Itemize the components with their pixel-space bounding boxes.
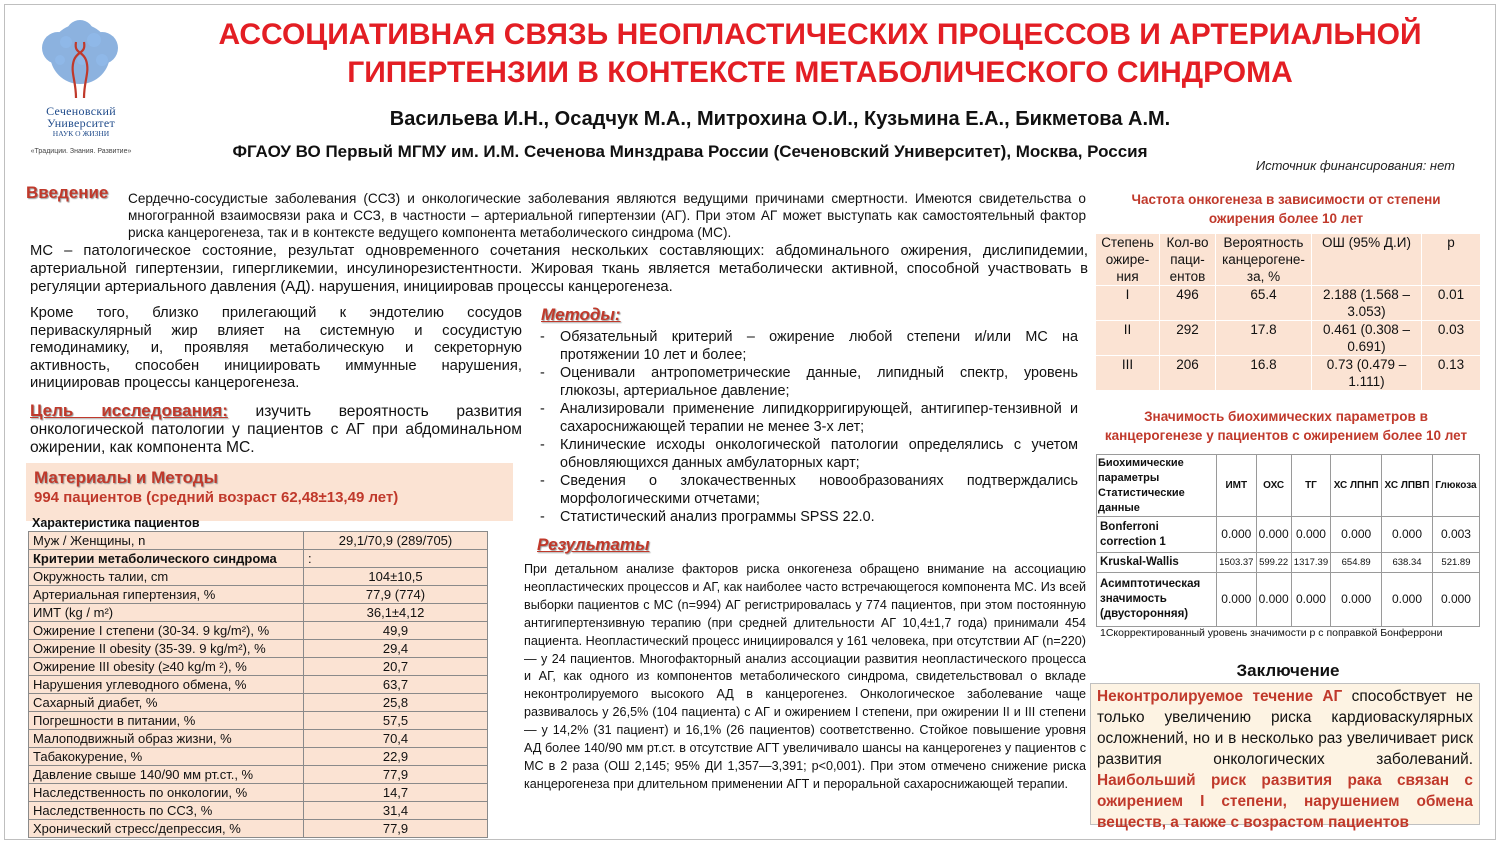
column-header: ХС ЛПВП [1382, 455, 1433, 517]
row-label: Наследственность по онкологии, % [29, 784, 304, 802]
row-value: 104±10,5 [304, 568, 488, 586]
aim-heading: Цель исследования: [30, 401, 228, 420]
row-label: Bonferroni correction 1 [1097, 517, 1217, 553]
table-header-row [1096, 234, 1481, 286]
column-header: p [1422, 234, 1481, 286]
logo-name-line1: Сеченовский [46, 104, 116, 118]
row-label: Хронический стресс/депрессия, % [29, 820, 304, 838]
table-cell: 0.03 [1422, 321, 1481, 356]
table-cell: 17.8 [1216, 321, 1312, 356]
university-logo [22, 20, 140, 160]
column-header: ОХС [1256, 455, 1291, 517]
intro-heading: Введение [26, 183, 109, 202]
biochem-table [1096, 454, 1480, 627]
table-row [29, 820, 488, 838]
row-value: 31,4 [304, 802, 488, 820]
table-row [29, 712, 488, 730]
row-label: Асимптотическая значимость (двусторонняя) [1097, 573, 1217, 627]
affiliation: ФГАОУ ВО Первый МГМУ им. И.М. Сеченова Минздрава России (Сеченовский Университет), Москва, Россия [232, 142, 1148, 161]
table-row [1096, 286, 1481, 321]
table-row [29, 730, 488, 748]
row-value: 20,7 [304, 658, 488, 676]
table-cell: 654.89 [1331, 553, 1382, 573]
row-value: 25,8 [304, 694, 488, 712]
table-cell: 0.000 [1382, 573, 1433, 627]
table-cell: II [1096, 321, 1160, 356]
table-cell: 638.34 [1382, 553, 1433, 573]
table-row [1097, 517, 1480, 553]
row-label: Табакокурение, % [29, 748, 304, 766]
methods-item: - Клинические исходы онкологической патологии определялись с учетом обновляющихся данных амбулаторных карт; [538, 436, 1078, 472]
table-cell: 521.89 [1432, 553, 1479, 573]
column-header: ТГ [1291, 455, 1331, 517]
row-label: Kruskal-Wallis [1097, 553, 1217, 573]
poster-title [200, 16, 1440, 92]
table-cell: 292 [1160, 321, 1216, 356]
row-label: ИМТ (kg / m²) [29, 604, 304, 622]
table-cell: 2.188 (1.568 – 3.053) [1312, 286, 1422, 321]
results-text: При детальном анализе факторов риска онкогенеза обращено внимание на ассоциацию неопластических процессов и АГ, как наиболее часто встречающегося компонента МС. Из всей выборки пациентов с МС (n=994) АГ регистрировалась у 774 пациентов, при этом постоянную антигипертензивную терапию (при средней длительности АГ 10,4±1,7 года) принимали 454 пациента. Неопластический процесс инициировался у 161 человека, при отсутствии АГ (n=220) — у 24 пациентов. Многофакторный анализ ассоциации развития неопластического процесса и АГ, как одного из компонентов метаболического синдрома, свидетельствовал о вкладе неконтролируемого высокого АД в канцерогенез. Онкологическое заболевание чаще развивалось у 26,5% (104 пациента) с АГ и ожирением I степени, при ожирении II и III степени — у 14,2% (31 пациент) и 16,1% (26 пациентов) соответственно. Стойкое повышение уровня АД более 140/90 мм рт.ст. в отсутствие АГТ увеличивало шансы на канцерогенез у пациентов с МС в 2 раза (ОШ 2,145; 95% ДИ 1,357—3,391; р<0,001). При этом отмечено снижение риска канцерогенеза при длительном применении АГТ и пероральной сахароснижающей терапии. [524, 562, 1086, 791]
table-cell: I [1096, 286, 1160, 321]
table-cell: III [1096, 356, 1160, 391]
table-cell: 0.000 [1291, 573, 1331, 627]
aim-text: изучить вероятность развития онкологической патологии у пациентов с АГ при абдоминальном ожирении, как компонента МС. [30, 403, 522, 456]
row-label: Муж / Женщины, n [29, 532, 304, 550]
obesity-table-title [1100, 190, 1472, 228]
row-value: 29,1/70,9 (289/705) [304, 532, 488, 550]
aim-block [30, 402, 522, 457]
table-row [29, 640, 488, 658]
obesity-table [1095, 233, 1481, 391]
table-cell: 0.461 (0.308 – 0.691) [1312, 321, 1422, 356]
row-value: 49,9 [304, 622, 488, 640]
column-header: Кол-во паци-ентов [1160, 234, 1216, 286]
table-cell: 599.22 [1256, 553, 1291, 573]
conclusion-highlight-1: Неконтролируемое течение АГ [1097, 688, 1343, 705]
table-row [1097, 573, 1480, 627]
results-heading: Результаты [537, 535, 650, 554]
patients-table-title: Характеристика пациентов [32, 516, 200, 530]
biochem-title-line-1: Значимость биохимических параметров в [1144, 409, 1428, 424]
table-cell: 0.000 [1256, 573, 1291, 627]
intro-paragraph-2: МС – патологическое состояние, результат одновременного сочетания нескольких составляющих: абдоминального ожирения, дислипидемии, артериальной гипертензии, гипергликемии, инсулинорезистентности. Жировая ткань является метаболически активной, способной участвовать в регуляции артериального давления (АД). нарушения, инициировав процессы канцерогенеза. [30, 243, 1088, 295]
table-cell: 0.01 [1422, 286, 1481, 321]
row-value: 63,7 [304, 676, 488, 694]
table-row [29, 550, 488, 568]
methods-list [538, 328, 1078, 526]
table-cell: 0.000 [1382, 517, 1433, 553]
materials-heading: Материалы и Методы [34, 468, 219, 487]
table-cell: 0.000 [1217, 573, 1257, 627]
materials-header-box [26, 463, 513, 521]
row-label: Нарушения углеводного обмена, % [29, 676, 304, 694]
table-row [1096, 356, 1481, 391]
row-value: 22,9 [304, 748, 488, 766]
table-cell: 16.8 [1216, 356, 1312, 391]
obesity-title-line-2: ожирения более 10 лет [1208, 211, 1364, 226]
table-cell: 65.4 [1216, 286, 1312, 321]
table-cell: 0.000 [1331, 517, 1382, 553]
table-row [29, 748, 488, 766]
row-label: Артериальная гипертензия, % [29, 586, 304, 604]
column-header: ХС ЛПНП [1331, 455, 1382, 517]
column-header: ИМТ [1217, 455, 1257, 517]
logo-name-line2: Университет [46, 116, 116, 130]
table-cell: 1503.37 [1217, 553, 1257, 573]
table-row [29, 802, 488, 820]
table-cell: 0.000 [1291, 517, 1331, 553]
table-row [29, 586, 488, 604]
obesity-title-line-1: Частота онкогенеза в зависимости от степени [1131, 192, 1441, 207]
row-value: : [304, 550, 488, 568]
row-value: 14,7 [304, 784, 488, 802]
methods-item: - Анализировали применение липидкорригирующей, антигипер-тензивной и сахароснижающей терапии не менее 3-х лет; [538, 400, 1078, 436]
materials-subheading: 994 пациентов (средний возраст 62,48±13,49 лет) [34, 489, 399, 506]
methods-heading: Методы: [541, 305, 621, 324]
row-value: 70,4 [304, 730, 488, 748]
column-header: Степень ожире-ния [1096, 234, 1160, 286]
table-row [29, 622, 488, 640]
row-label: Окружность талии, cm [29, 568, 304, 586]
table-cell: 206 [1160, 356, 1216, 391]
table-header-row [1097, 455, 1480, 517]
table-cell: 0.000 [1331, 573, 1382, 627]
table-cell: 0.13 [1422, 356, 1481, 391]
patients-table [28, 531, 488, 838]
row-label: Наследственность по ССЗ, % [29, 802, 304, 820]
intro-paragraph-1: Сердечно-сосудистые заболевания (ССЗ) и онкологические заболевания являются ведущими причинами смертности. Имеются свидетельства о многогранной взаимосвязи рака и ССЗ, в частности – артериальной гипертензии (АГ). При этом АГ может выступать как самостоятельный фактор риска канцерогенеза, так и в контексте ведущего компонента метаболического синдрома (МС). [128, 191, 1086, 240]
table-cell: 0.003 [1432, 517, 1479, 553]
conclusion-heading: Заключение [1236, 661, 1340, 680]
row-value: 29,4 [304, 640, 488, 658]
intro-paragraph-3: Кроме того, близко прилегающий к эндотелию сосудов периваскулярный жир влияет на системную и сосудистую гемодинамику, и, проявляя метаболическую и секреторную активность, способен инициировать иммунные нарушения, инициировав процессы канцерогенеза. [30, 305, 522, 392]
methods-item: - Оценивали антропометрические данные, липидный спектр, уровень глюкозы, артериальное давление; [538, 364, 1078, 400]
row-value: 77,9 (774) [304, 586, 488, 604]
row-label: Давление свыше 140/90 мм рт.ст., % [29, 766, 304, 784]
table-row [29, 604, 488, 622]
table-cell: 496 [1160, 286, 1216, 321]
table-row [29, 532, 488, 550]
biochem-title-line-2: канцерогенезе у пациентов с ожирением более 10 лет [1104, 428, 1468, 443]
title-line-1: АССОЦИАТИВНАЯ СВЯЗЬ НЕОПЛАСТИЧЕСКИХ ПРОЦЕССОВ И АРТЕРИАЛЬНОЙ [218, 18, 1422, 51]
table-cell: 0.73 (0.479 – 1.111) [1312, 356, 1422, 391]
row-value: 77,9 [304, 820, 488, 838]
logo-subtitle: НАУК О ЖИЗНИ [52, 129, 110, 138]
column-header: Биохимические параметры Статистические данные [1097, 455, 1217, 517]
tree-dna-icon [22, 20, 140, 100]
row-value: 77,9 [304, 766, 488, 784]
row-value: 57,5 [304, 712, 488, 730]
table-cell: 0.000 [1217, 517, 1257, 553]
logo-tagline: «Традиции. Знания. Развитие» [30, 148, 132, 155]
row-label: Сахарный диабет, % [29, 694, 304, 712]
biochem-footnote: 1Скорректированный уровень значимости p с поправкой Бонферрони [1100, 627, 1443, 639]
table-row [29, 694, 488, 712]
biochem-table-title [1096, 407, 1476, 445]
authors: Васильева И.Н., Осадчук М.А., Митрохина О.И., Кузьмина Е.А., Бикметова А.М. [389, 108, 1171, 130]
table-row [29, 784, 488, 802]
table-row [1097, 553, 1480, 573]
funding-note: Источник финансирования: нет [1255, 158, 1455, 173]
table-row [1096, 321, 1481, 356]
table-row [29, 766, 488, 784]
table-cell: 0.000 [1432, 573, 1479, 627]
column-header: Вероятность канцерогене-за, % [1216, 234, 1312, 286]
row-value: 36,1±4,12 [304, 604, 488, 622]
conclusion-box [1090, 683, 1480, 831]
row-label: Погрешности в питании, % [29, 712, 304, 730]
table-row [29, 676, 488, 694]
methods-item: - Обязательный критерий – ожирение любой степени и/или МС на протяжении 10 лет и более; [538, 328, 1078, 364]
methods-item: - Статистический анализ программы SPSS 22.0. [538, 508, 1078, 526]
row-label: Ожирение I степени (30-34. 9 kg/m²), % [29, 622, 304, 640]
row-label: Критерии метаболического синдрома [29, 550, 304, 568]
title-line-2: ГИПЕРТЕНЗИИ В КОНТЕКСТЕ МЕТАБОЛИЧЕСКОГО СИНДРОМА [347, 56, 1293, 89]
table-cell: 0.000 [1256, 517, 1291, 553]
row-label: Ожирение II obesity (35-39. 9 kg/m²), % [29, 640, 304, 658]
conclusion-highlight-2: Наибольший риск развития рака связан с ожирением I степени, нарушением обмена веществ, а также с возрастом пациентов [1097, 772, 1473, 831]
table-cell: 1317.39 [1291, 553, 1331, 573]
table-row [29, 658, 488, 676]
conclusion-text: способствует не только увеличению риска кардиоваскулярных осложнений, но и в несколько раз увеличивает риск развития онкологических заболеваний. [1097, 688, 1473, 768]
column-header: Глюкоза [1432, 455, 1479, 517]
methods-item: - Сведения о злокачественных новообразованиях подтверждались морфологическими отчетами; [538, 472, 1078, 508]
table-row [29, 568, 488, 586]
row-label: Малоподвижный образ жизни, % [29, 730, 304, 748]
row-label: Ожирение III obesity (≥40 kg/m ²), % [29, 658, 304, 676]
column-header: ОШ (95% Д.И) [1312, 234, 1422, 286]
